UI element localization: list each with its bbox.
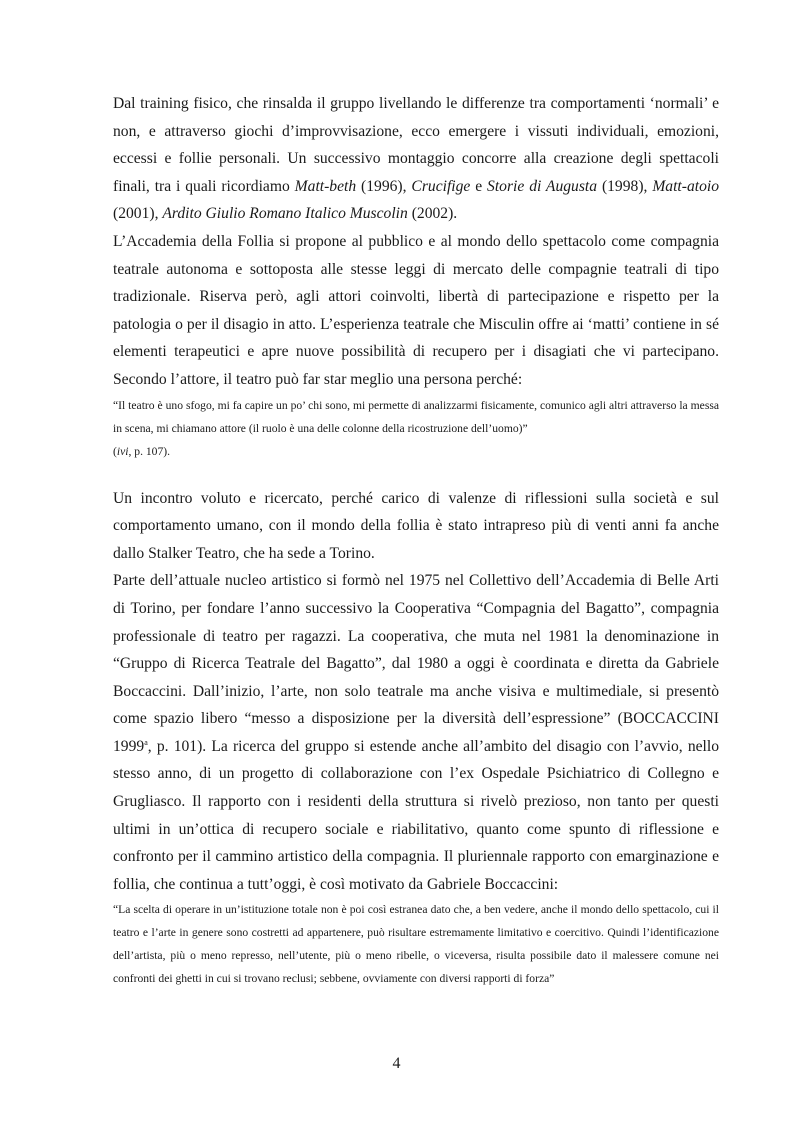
text-run: (1996), [356, 177, 412, 195]
page-number: 4 [392, 1055, 401, 1072]
citation-ivi [113, 440, 719, 463]
citation-superscript: a [144, 737, 148, 747]
text-run: (2001), [113, 205, 163, 223]
paragraph-training [113, 90, 719, 228]
title-matt-atoio: Matt-atoio [652, 177, 720, 195]
paragraph-stalker: Un incontro voluto e ricercato, perché carico di valenze di riflessioni sulla società e sul comportamento umano, con il mondo della follia è stato intrapreso più di venti anni fa anche dallo Stalker Teatro, che ha sede a Torino. [113, 489, 719, 562]
page-content [113, 90, 719, 990]
text-run: , p. 101). La ricerca del gruppo si estende anche all’ambito del disagio con l’avvio, nello stesso anno, di un progetto di collaborazione con l’ex Ospedale Psichiatrico di Collegno e Grugliasco. Il rapporto con i residenti della struttura si rivelò prezioso, non tanto per questi ultimi in un’ottica di recupero sociale e riabilitativo, quanto come spunto di riflessione e confronto per il cammino artistico della compagnia. Il pluriennale rapporto con emarginazione e follia, che continua a tutt’oggi, è così motivato da Gabriele Boccaccini: [113, 737, 719, 893]
citation-ivi-italic: ivi [116, 444, 129, 458]
paragraph-accademia: L’Accademia della Follia si propone al pubblico e al mondo dello spettacolo come compagnia teatrale autonoma e sottoposta alle stesse leggi di mercato delle compagnie teatrali di tipo tradizionale. Riserva però, agli attori coinvolti, libertà di partecipazione e rispetto per la patologia o per il disagio in atto. L’esperienza teatrale che Misculin offre ai ‘matti’ contiene in sé elementi terapeutici e apre nuove possibilità di recupero per i disagiati che vi partecipano. Secondo l’attore, il teatro può far star meglio una persona perché: [113, 232, 719, 388]
text-run: Parte dell’attuale nucleo artistico si formò nel 1975 nel Collettivo dell’Accademia di Belle Arti di Torino, per fondare l’anno successivo la Cooperativa “Compagnia del Bagatto”, compagnia professionale di teatro per ragazzi. La cooperativa, che muta nel 1981 la denominazione in “Gruppo di Ricerca Teatrale del Bagatto”, dal 1980 a oggi è coordinata e diretta da Gabriele Boccaccini. Dall’inizio, l’arte, non solo teatrale ma anche visiva e multimediale, si presentò come spazio libero “messo a disposizione per la diversità dell’espressione” (BOCCACCINI 1999 [113, 572, 719, 755]
text-run: Dal training fisico, che rinsalda il gruppo livellando le differenze tra comportamenti ‘normali’ e non, e attraverso giochi d’improvvisazione, ecco emergere i vissuti individuali, emozioni, eccessi e follie personali. Un successivo montaggio concorre alla creazione degli spettacoli finali, tra i quali ricordiamo [113, 95, 719, 195]
quote-misculin: “Il teatro è uno sfogo, mi fa capire un po’ chi sono, mi permette di analizzarmi fisicamente, comunico agli altri attraverso la messa in scena, mi chiamano attore (il ruolo è una delle colonne della ricostruzione dell’uomo)” [113, 398, 719, 435]
text-run: , p. 107). [128, 444, 171, 458]
text-run: e [470, 177, 488, 195]
paragraph-bagatto [113, 567, 719, 898]
title-ardito: Ardito Giulio Romano Italico Muscolin [162, 205, 408, 223]
title-matt-beth: Matt-beth [294, 177, 357, 195]
text-run: (2002). [407, 205, 458, 223]
text-run: (1998), [597, 177, 653, 195]
title-crucifige: Crucifige [411, 177, 471, 195]
text-run: ( [113, 444, 117, 458]
quote-boccaccini: “La scelta di operare in un’istituzione totale non è poi così estranea dato che, a ben vedere, anche il mondo dello spettacolo, cui il teatro e l’arte in genere sono costretti ad appartenere, può risultare estremamente limitativo e coercitivo. Quindi l’identificazione dell’artista, più o meno represso, nell’utente, più o meno ribelle, o viceversa, risulta possibile dato il malessere comune nei confronti dei ghetti in cui si trovano reclusi; sebbene, ovviamente con diversi rapporti di forza” [113, 903, 719, 986]
section-gap [113, 463, 719, 485]
title-storie-di-augusta: Storie di Augusta [487, 177, 598, 195]
